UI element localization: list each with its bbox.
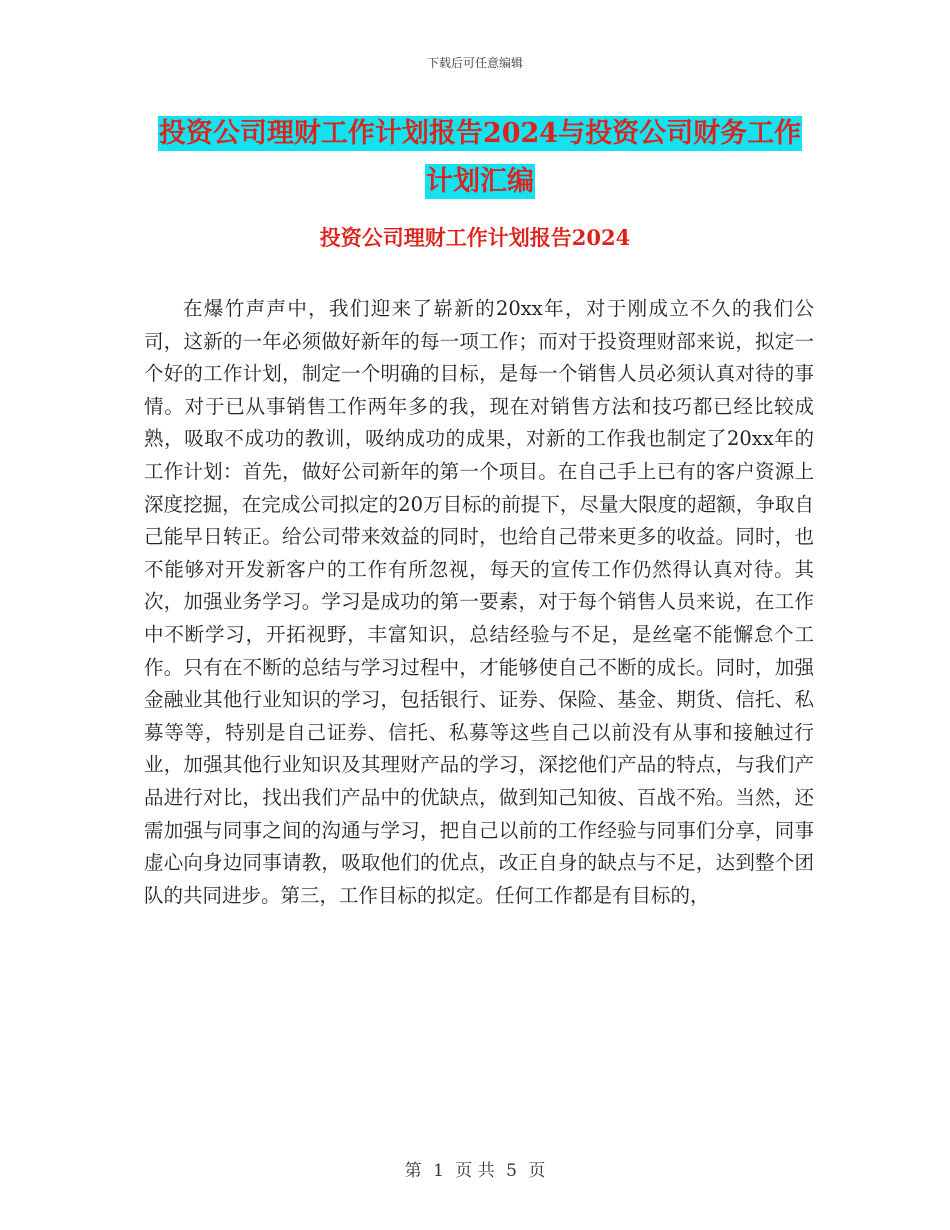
title-line-1: 投资公司理财工作计划报告2024与投资公司财务工作 (158, 118, 802, 149)
current-page-number: 1 (433, 1161, 444, 1181)
footer-middle: 页 共 (455, 1161, 495, 1181)
footer-prefix: 第 (404, 1161, 422, 1181)
page-footer (0, 1156, 950, 1181)
title-line-2: 计划汇编 (426, 166, 534, 197)
total-pages-number: 5 (506, 1161, 517, 1181)
section-title: 投资公司理财工作计划报告2024 (319, 225, 631, 250)
footer-suffix: 页 (528, 1161, 546, 1181)
body-paragraph: 在爆竹声声中，我们迎来了崭新的20xx年，对于刚成立不久的我们公司，这新的一年必须做好新年的每一项工作；而对于投资理财部来说，拟定一个好的工作计划，制定一个明确的目标，是每一个销售人员必须认真对待的事情。对于已从事销售工作两年多的我，现在对销售方法和技巧都已经比较成熟，吸取不成功的教训，吸纳成功的成果，对新的工作我也制定了20xx年的工作计划：首先，做好公司新年的第一个项目。在自己手上已有的客户资源上深度挖掘，在完成公司拟定的20万目标的前提下，尽量大限度的超额，争取自己能早日转正。给公司带来效益的同时，也给自己带来更多的收益。同时，也不能够对开发新客户的工作有所忽视，每天的宣传工作仍然得认真对待。其次，加强业务学习。学习是成功的第一要素，对于每个销售人员来说，在工作中不断学习，开拓视野，丰富知识，总结经验与不足，是丝毫不能懈怠个工作。只有在不断的总结与学习过程中，才能够使自己不断的成长。同时，加强金融业其他行业知识的学习，包括银行、证券、保险、基金、期货、信托、私募等等，特别是自己证券、信托、私募等这些自己以前没有从事和接触过行业，加强其他行业知识及其理财产品的学习，深挖他们产品的特点，与我们产品进行对比，找出我们产品中的优缺点，做到知己知彼、百战不殆。当然，还需加强与同事之间的沟通与学习，把自己以前的工作经验与同事们分享，同事虚心向身边同事请教，吸取他们的优点，改正自身的缺点与不足，达到整个团队的共同进步。第三，工作目标的拟定。任何工作都是有目标的， (144, 297, 814, 907)
header-note: 下载后可任意编辑 (426, 56, 523, 70)
document-title (140, 110, 820, 206)
